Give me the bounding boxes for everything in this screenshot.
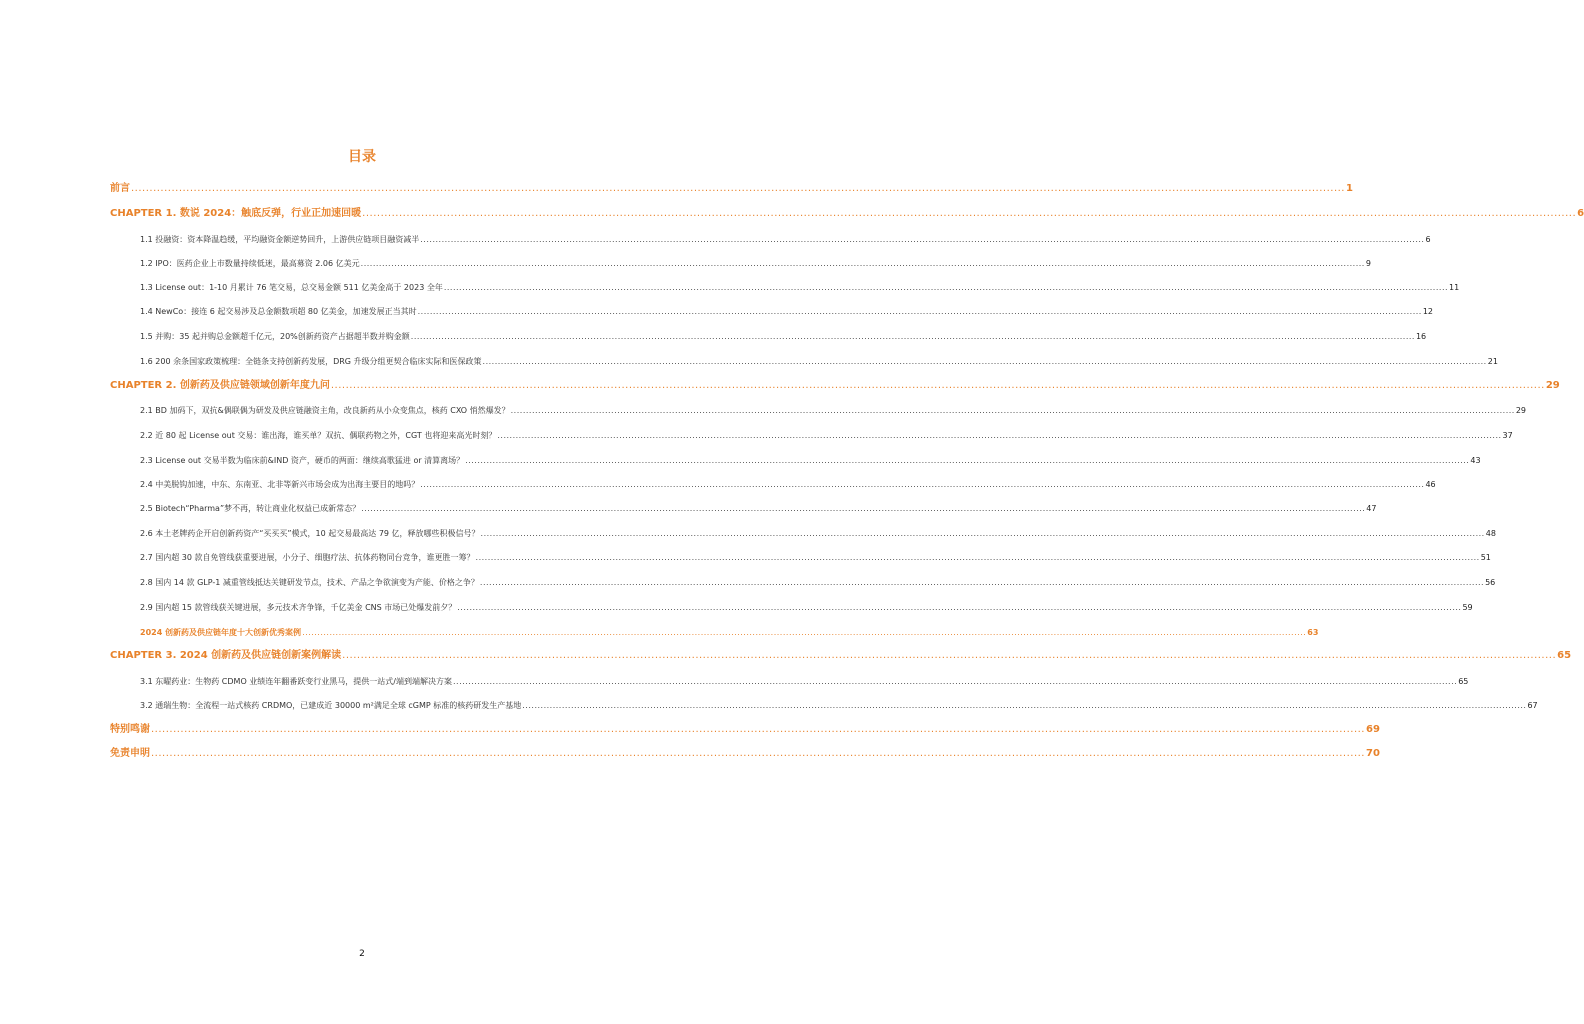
toc-entry-1-2[interactable] — [140, 257, 1371, 271]
toc-entry-2-3[interactable] — [140, 454, 1481, 468]
dot-leader — [361, 502, 1365, 516]
toc-entry-text: 2.8 国内 14 款 GLP-1 减重管线抵达关键研发节点，技术、产品之争欲演变为产能、价格之争？ — [140, 578, 479, 587]
toc-entry-text: CHAPTER 1. 数说 2024：触底反弹，行业正加速回暖 — [110, 208, 362, 219]
dot-leader — [453, 675, 1457, 689]
toc-entry-page: 9 — [1365, 259, 1371, 268]
toc-entry-page: 37 — [1502, 431, 1513, 440]
toc-entry-text: 2.1 BD 加码下，双抗&偶联偶为研发及供应链融资主角，改良新药从小众变焦点，核药 CXO 悄然爆发？ — [140, 406, 510, 415]
toc-entry-text: 1.5 并购：35 起并购总金额超千亿元，20%创新药资产占据超半数并购金额 — [140, 332, 410, 341]
toc-entry-page: 6 — [1577, 208, 1584, 219]
toc-entry-page: 51 — [1480, 553, 1491, 562]
toc-entry-text: 3.2 通瑞生物：全流程一站式核药 CRDMO，已建成近 30000 m²满足全球 cGMP 标准的核药研发生产基地 — [140, 701, 522, 710]
dot-leader — [497, 429, 1501, 443]
dot-leader — [511, 404, 1515, 418]
toc-entry-text: 1.3 License out：1-10 月累计 76 笔交易，总交易金额 511 亿美金高于 2023 全年 — [140, 283, 443, 292]
toc-entry-1-5[interactable] — [140, 330, 1427, 344]
toc-entry-1-4[interactable] — [140, 305, 1434, 319]
toc-entry-page: 48 — [1485, 529, 1496, 538]
toc-entry-page: 70 — [1365, 748, 1380, 759]
toc-entry-1-1[interactable] — [140, 233, 1431, 247]
dot-leader — [483, 355, 1487, 369]
toc-entry-1-3[interactable] — [140, 281, 1460, 295]
toc-entry-text: 2.2 近 80 起 License out 交易：谁出海，谁买单？双抗、偶联药物之外，CGT 也将迎来高光时刻？ — [140, 431, 497, 440]
toc-entry-text: CHAPTER 3. 2024 创新药及供应链创新案例解读 — [110, 650, 342, 661]
toc-entry-text: 2.4 中美脱钩加速，中东、东南亚、北非等新兴市场会成为出海主要目的地吗？ — [140, 480, 420, 489]
dot-leader — [420, 478, 1424, 492]
toc-entry-text: CHAPTER 2. 创新药及供应链领域创新年度九问 — [110, 380, 330, 391]
toc-entry-preface[interactable] — [110, 182, 1353, 196]
toc-entry-2-1[interactable] — [140, 404, 1527, 418]
toc-entry-text: 2.9 国内超 15 款管线获关键进展，多元技术齐争锋，千亿美金 CNS 市场已处爆发前夕？ — [140, 603, 457, 612]
page-number: 2 — [359, 949, 365, 959]
toc-entry-2-5[interactable] — [140, 502, 1377, 516]
toc-entry-2-6[interactable] — [140, 527, 1496, 541]
toc-entry-acknowledgements[interactable] — [110, 723, 1380, 737]
dot-leader — [331, 379, 1545, 393]
dot-leader — [362, 207, 1576, 221]
toc-entry-page: 46 — [1425, 480, 1436, 489]
toc-entry-text: 特别鸣谢 — [110, 724, 150, 735]
dot-leader — [151, 723, 1365, 737]
toc-entry-2-7[interactable] — [140, 551, 1491, 565]
toc-entry-text: 2.7 国内超 30 款自免管线获重要进展，小分子、细胞疗法、抗体药物同台竞争，谁更胜一筹？ — [140, 553, 475, 562]
toc-entry-text: 1.2 IPO：医药企业上市数量持续低迷，最高募资 2.06 亿美元 — [140, 259, 360, 268]
toc-entry-3-1[interactable] — [140, 675, 1469, 689]
toc-entry-text: 1.6 200 余条国家政策梳理：全链条支持创新药发展，DRG 升级分组更契合临床实际和医保政策 — [140, 357, 482, 366]
toc-entry-chapter-1[interactable] — [110, 207, 1584, 221]
toc-entry-chapter-3[interactable] — [110, 649, 1572, 663]
toc-entry-2-4[interactable] — [140, 478, 1436, 492]
toc-entry-page: 69 — [1365, 724, 1380, 735]
toc-entry-text: 3.1 东曜药业：生物药 CDMO 业绩连年翻番跃变行业黑马，提供一站式/端到端解决方案 — [140, 677, 452, 686]
toc-entry-page: 65 — [1458, 677, 1469, 686]
dot-leader — [418, 305, 1422, 319]
toc-entry-page: 63 — [1307, 628, 1319, 637]
toc-entry-page: 12 — [1422, 307, 1434, 316]
dot-leader — [131, 182, 1345, 196]
dot-leader — [457, 601, 1461, 615]
dot-leader — [481, 527, 1485, 541]
toc-entry-page: 65 — [1557, 650, 1572, 661]
toc-entry-page: 1 — [1345, 183, 1353, 194]
toc-entry-2-9[interactable] — [140, 601, 1473, 615]
toc-entry-text: 2.5 Biotech“Pharma”梦不再，转让商业化权益已成新常态？ — [140, 504, 361, 513]
toc-entry-top-ten-cases[interactable] — [140, 626, 1319, 640]
toc-entry-text: 2.3 License out 交易半数为临床前&IND 资产，硬币的两面：继续高歌猛进 or 清算离场？ — [140, 456, 465, 465]
toc-title: 目录 — [348, 149, 376, 165]
toc-entry-page: 67 — [1527, 701, 1538, 710]
toc-entry-page: 11 — [1449, 283, 1460, 292]
dot-leader — [480, 576, 1484, 590]
toc-entry-text: 1.4 NewCo：接连 6 起交易涉及总金额数项超 80 亿美金，加速发展正当其时 — [140, 307, 417, 316]
dot-leader — [420, 233, 1424, 247]
dot-leader — [151, 747, 1365, 761]
toc-entry-page: 16 — [1415, 332, 1427, 341]
dot-leader — [411, 330, 1415, 344]
toc-entry-page: 59 — [1462, 603, 1473, 612]
toc-entry-2-2[interactable] — [140, 429, 1513, 443]
toc-entry-page: 21 — [1487, 357, 1498, 366]
toc-entry-page: 6 — [1425, 235, 1431, 244]
toc-entry-page: 29 — [1545, 380, 1560, 391]
toc-entry-page: 56 — [1485, 578, 1496, 587]
toc-entry-text: 2.6 本土老牌药企开启创新药资产“买买买”模式，10 起交易最高达 79 亿，释放哪些积极信号？ — [140, 529, 480, 538]
dot-leader — [361, 257, 1365, 271]
dot-leader — [302, 626, 1306, 640]
toc-entry-text: 2024 创新药及供应链年度十大创新优秀案例 — [140, 628, 302, 637]
toc-entry-chapter-2[interactable] — [110, 379, 1560, 393]
dot-leader — [476, 551, 1480, 565]
dot-leader — [465, 454, 1469, 468]
dot-leader — [342, 649, 1556, 663]
toc-entry-3-2[interactable] — [140, 699, 1538, 713]
toc-entry-2-8[interactable] — [140, 576, 1496, 590]
dot-leader — [444, 281, 1448, 295]
toc-entry-1-6[interactable] — [140, 355, 1498, 369]
toc-entry-text: 免责申明 — [110, 748, 150, 759]
toc-entry-page: 43 — [1470, 456, 1481, 465]
toc-entry-text: 1.1 投融资：资本降温趋缓，平均融资金额逆势回升，上游供应链项目融资减半 — [140, 235, 420, 244]
toc-entry-page: 47 — [1366, 504, 1377, 513]
toc-entry-text: 前言 — [110, 183, 130, 194]
toc-entry-disclaimer[interactable] — [110, 747, 1380, 761]
toc-entry-page: 29 — [1515, 406, 1527, 415]
dot-leader — [522, 699, 1526, 713]
